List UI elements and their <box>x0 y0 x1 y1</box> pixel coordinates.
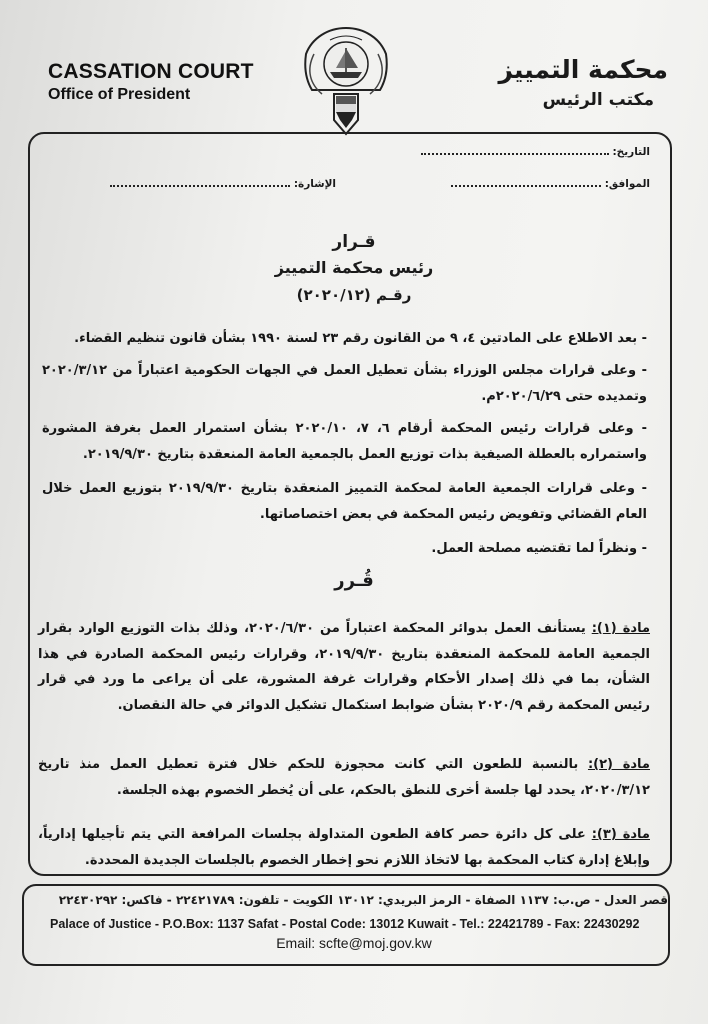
date-label: التاريخ: <box>612 146 650 158</box>
article-1 <box>38 616 650 718</box>
footer-address-en: Palace of Justice - P.O.Box: 1137 Safat - Postal Code: 13012 Kuwait - Tel.: 22421789 - Fax: 22430292 <box>50 917 640 931</box>
date-line <box>421 146 650 158</box>
reference-label: الإشارة: <box>293 178 336 190</box>
article-2-label: مادة (٢): <box>587 757 650 772</box>
office-name-ar: مكتب الرئيس <box>542 90 654 110</box>
office-name-en: Office of President <box>48 86 191 103</box>
english-letterhead <box>48 60 254 104</box>
article-2-text: بالنسبة للطعون التي كانت محجوزة للحكم خلال فترة تعطيل العمل منذ تاريخ ٢٠٢٠/٣/١٢، يحدد لها جلسة أخرى للنطق بالحكم، على أن يُخطر الخصوم بهذه الجلسة. <box>38 757 650 798</box>
arabic-letterhead <box>498 55 668 110</box>
corresponding-label: الموافق: <box>604 178 650 190</box>
footer-email: Email: scfte@moj.gov.kw <box>276 935 432 951</box>
decision-subheading: قُـرر <box>334 570 374 591</box>
corresponding-line <box>451 178 650 190</box>
article-3 <box>38 822 650 873</box>
state-emblem-icon <box>300 24 392 144</box>
article-2 <box>38 752 650 803</box>
article-1-text: يستأنف العمل بدوائر المحكمة اعتباراً من ٢٠٢٠/٦/٣٠، وذلك بذات التوزيع الوارد بقرار الجمعية العامة للمحكمة المنعقدة بتاريخ ٢٠١٩/٩/٣٠، وقرارات رئيس المحكمة الصادرة في هذا الشأن، بما في ذلك إصدار الأحكام وقرارات غرفة المشورة، على أن يراعى ما ورد في قرار رئيس المحكمة رقم ٢٠٢٠/٩ بشأن ضوابط استكمال تشكيل الدوائر في حالة النقصان. <box>38 621 650 713</box>
article-3-label: مادة (٣): <box>591 827 650 842</box>
article-3-text: على كل دائرة حصر كافة الطعون المتداولة بجلسات المرافعة التي يتم تأجيلها إدارياً، وإبلاغ إدارة كتاب المحكمة بها لاتخاذ اللازم نحو إخطار الخصوم بالجلسات الجديدة المحددة. <box>38 827 650 868</box>
preamble-item: - وعلى قرارات مجلس الوزراء بشأن تعطيل العمل في الجهات الحكومية اعتباراً من ٢٠٢٠/٣/١٢ وتمديده حتى ٢٠٢٠/٦/٢٩م. <box>42 363 647 404</box>
footer-address-ar: قصر العدل - ص.ب: ١١٣٧ الصفاة - الرمز البريدي: ١٣٠١٢ الكويت - تلفون: ٢٢٤٢١٧٨٩ - فاكس: ٢٢٤٣٠٢٩٢ <box>58 893 668 907</box>
preamble-item: - ونظراً لما تقتضيه مصلحة العمل. <box>431 541 647 556</box>
decision-issuer: رئيس محكمة التمييز <box>274 258 434 277</box>
decision-number: رقـم (٢٠٢٠/١٢) <box>296 286 412 304</box>
article-1-label: مادة (١): <box>591 621 650 636</box>
court-name-ar: محكمة التمييز <box>498 55 668 84</box>
preamble-item: - وعلى قرارات الجمعية العامة لمحكمة التمييز المنعقدة بتاريخ ٢٠١٩/٩/٣٠ بتوزيع العمل خلال العام القضائي وتفويض رئيس المحكمة في بعض اختصاصاتها. <box>42 481 647 522</box>
preamble-item: - بعد الاطلاع على المادتين ٤، ٩ من القانون رقم ٢٣ لسنة ١٩٩٠ بشأن قانون تنظيم القضاء. <box>74 331 647 346</box>
decision-heading: قـرار <box>332 232 376 252</box>
preamble-item: - وعلى قرارات رئيس المحكمة أرقام ٦، ٧، ٢٠٢٠/١٠ بشأن استمرار العمل بغرفة المشورة واستمراره بالعطلة الصيفية بذات توزيع العمل بالجمعية العامة المنعقدة بتاريخ ٢٠١٩/٩/٣٠. <box>42 421 648 462</box>
reference-line <box>110 178 336 190</box>
court-name-en: CASSATION COURT <box>48 60 254 83</box>
